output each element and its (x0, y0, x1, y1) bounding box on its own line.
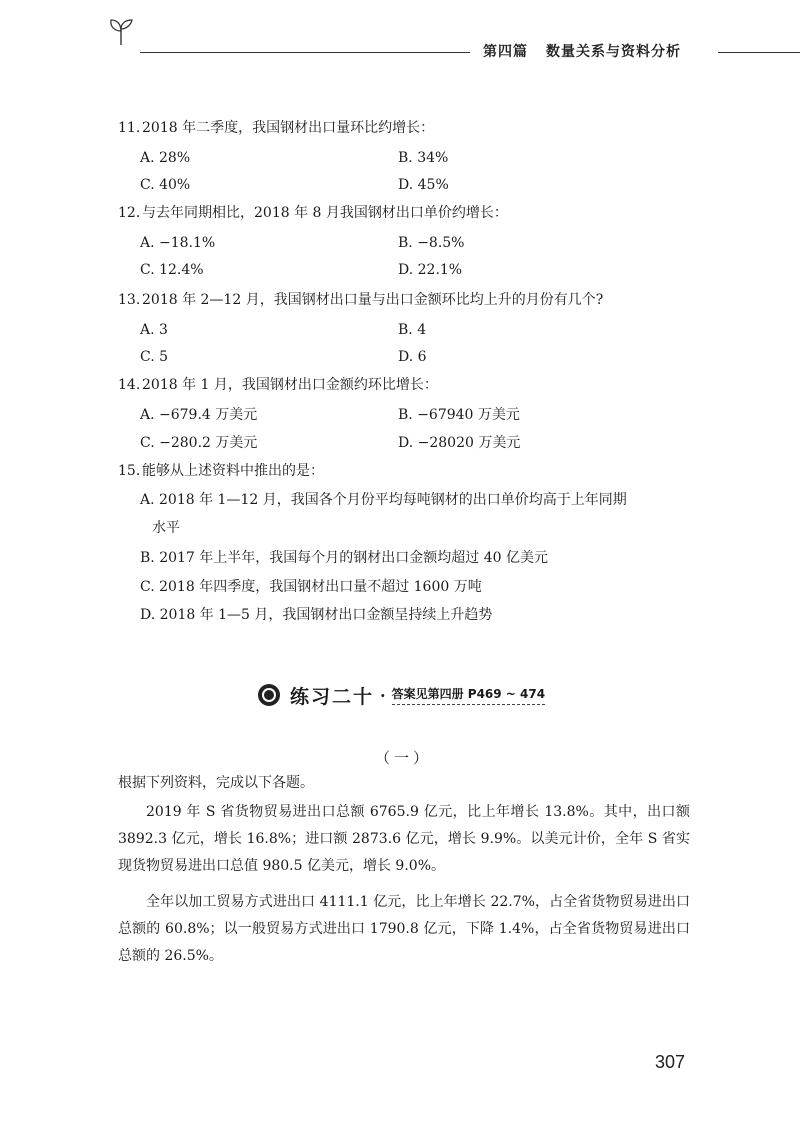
option-14-d: D. −28020 万美元 (398, 435, 521, 451)
question-12 (118, 203, 508, 223)
question-11 (118, 118, 434, 138)
option-15-a: A. 2018 年 1—12 月，我国各个月份平均每吨钢材的出口单价均高于上年同期 (140, 492, 627, 508)
option-12-c: C. 12.4% (140, 262, 204, 278)
option-12-d: D. 22.1% (398, 262, 463, 278)
option-12-b: B. −8.5% (398, 235, 465, 251)
question-13 (118, 290, 603, 310)
page-number: 307 (655, 1052, 686, 1072)
header-section-title: 数量关系与资料分析 (546, 44, 681, 60)
option-11-b: B. 34% (398, 150, 449, 166)
question-stem: 2018 年 1 月，我国钢材出口金额约环比增长： (142, 377, 438, 393)
option-11-c: C. 40% (140, 177, 191, 193)
paragraph-2: 全年以加工贸易方式进出口 4111.1 亿元，比上年增长 22.7%，占全省货物贸易进出口总额的 60.8%；以一般贸易方式进出口 1790.8 亿元，下降 1.4%，占全省货物贸易进出口总额的 26.5%。 (118, 894, 690, 964)
option-14-c: C. −280.2 万美元 (140, 435, 258, 451)
option-15-c: C. 2018 年四季度，我国钢材出口量不超过 1600 万吨 (140, 579, 482, 595)
question-number: 14. (118, 377, 141, 393)
option-14-a: A. −679.4 万美元 (140, 407, 258, 423)
option-13-a: A. 3 (140, 322, 168, 338)
question-15 (118, 461, 324, 481)
section-title (258, 680, 545, 710)
option-11-a: A. 28% (140, 150, 191, 166)
paragraph-1: 2019 年 S 省货物贸易进出口总额 6765.9 亿元，比上年增长 13.8%。其中，出口额 3892.3 亿元，增长 16.8%；进口额 2873.6 亿元，增长 9.9%。以美元计价，全年 S 省实现货物贸易进出口总值 980.5 亿美元，增长 9.0%。 (118, 804, 690, 874)
page-header (0, 0, 800, 80)
option-12-a: A. −18.1% (140, 235, 216, 251)
question-stem: 与去年同期相比，2018 年 8 月我国钢材出口单价约增长： (142, 205, 508, 221)
question-number: 12. (118, 205, 141, 221)
question-stem: 2018 年 2—12 月，我国钢材出口量与出口金额环比均上升的月份有几个? (142, 292, 604, 308)
question-stem: 能够从上述资料中推出的是： (142, 463, 324, 479)
question-14 (118, 375, 438, 395)
section-name: 练习二十 (290, 685, 375, 708)
intro-text: 根据下列资料，完成以下各题。 (118, 775, 314, 791)
header-part: 第四篇 (483, 44, 528, 60)
header-rule-right (718, 52, 800, 53)
option-15-a-continued: 水平 (152, 520, 180, 536)
header-rule-left (140, 52, 470, 53)
option-13-c: C. 5 (140, 349, 169, 365)
option-13-b: B. 4 (398, 322, 427, 338)
option-15-d: D. 2018 年 1—5 月，我国钢材出口金额呈持续上升趋势 (140, 607, 493, 623)
question-number: 15. (118, 463, 141, 479)
header-title (483, 41, 681, 61)
question-number: 11. (118, 120, 141, 136)
sub-heading: （一） (375, 749, 433, 767)
sprout-icon (108, 18, 134, 46)
exercise-badge-icon (258, 684, 280, 706)
question-number: 13. (118, 292, 141, 308)
option-15-b: B. 2017 年上半年，我国每个月的钢材出口金额均超过 40 亿美元 (140, 550, 548, 566)
option-11-d: D. 45% (398, 177, 449, 193)
separator-dot: · (380, 685, 386, 705)
answer-reference: 答案见第四册 P469 ~ 474 (392, 685, 545, 705)
option-13-d: D. 6 (398, 349, 427, 365)
option-14-b: B. −67940 万美元 (398, 407, 520, 423)
question-stem: 2018 年二季度，我国钢材出口量环比约增长： (142, 120, 435, 136)
